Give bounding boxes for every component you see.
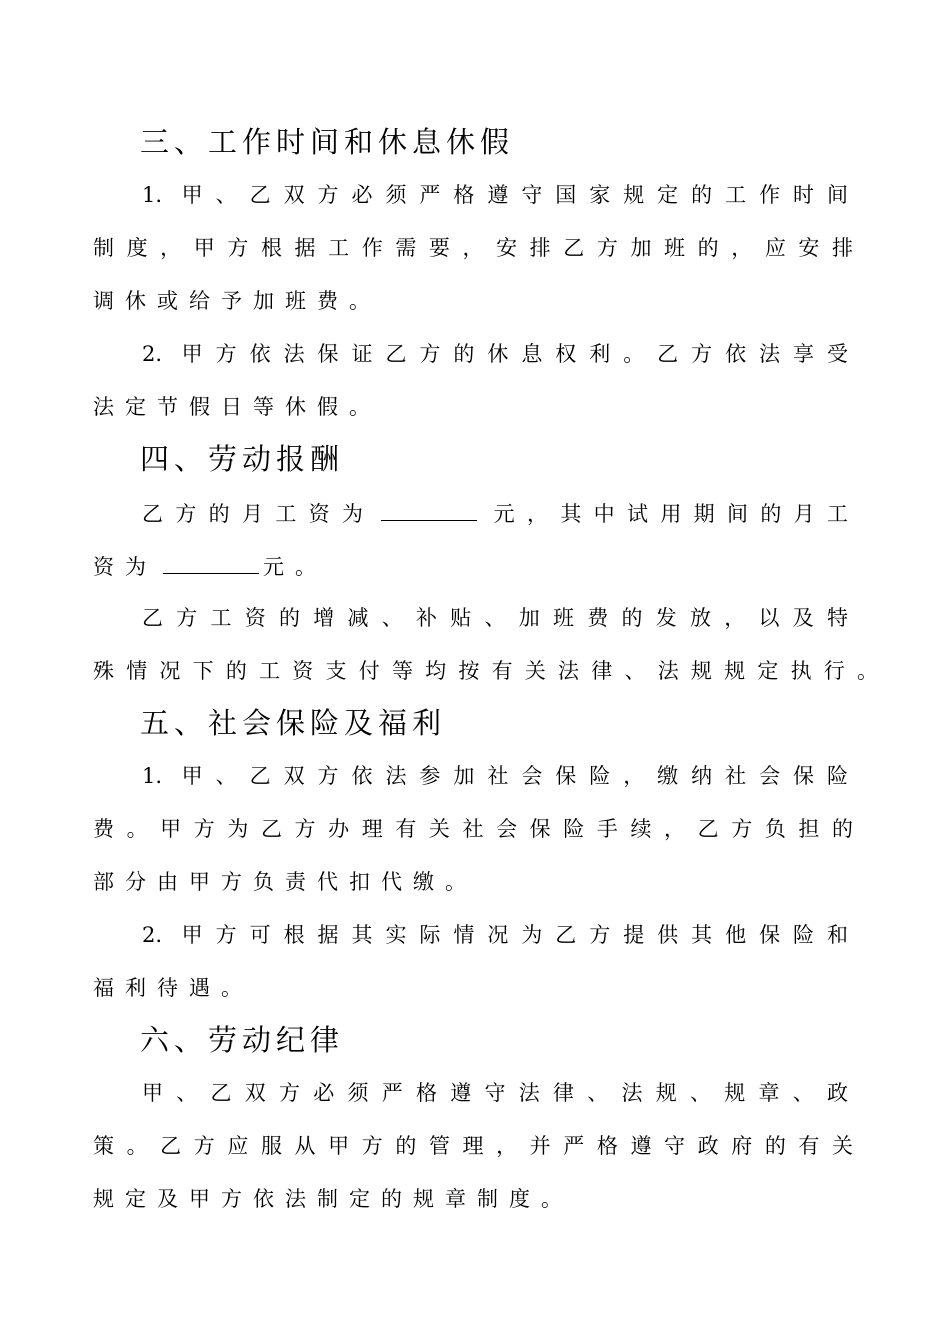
paragraph-line: 费。甲方为乙方办理有关社会保险手续，乙方负担的 (93, 817, 853, 841)
monthly-salary-blank[interactable] (381, 502, 477, 521)
section-heading-6: 六、劳动纪律 (140, 1023, 345, 1057)
section-heading-3: 三、工作时间和休息休假 (140, 125, 515, 159)
salary-text: 乙方的月工资为 (142, 502, 376, 526)
paragraph-line: 2. 甲方依法保证乙方的休息权利。乙方依法享受 (142, 342, 848, 366)
paragraph-line: 1. 甲、乙双方必须严格遵守国家规定的工作时间 (142, 183, 848, 207)
salary-text: 元，其中试用期间的月工 (481, 502, 849, 526)
salary-line-1 (142, 502, 848, 525)
probation-salary-blank[interactable] (163, 555, 259, 574)
paragraph-line: 调休或给予加班费。 (93, 289, 381, 313)
paragraph-line: 规定及甲方依法制定的规章制度。 (93, 1187, 573, 1211)
salary-text: 元。 (263, 555, 327, 579)
section-heading-5: 五、社会保险及福利 (140, 706, 447, 740)
salary-line-2 (93, 555, 853, 578)
paragraph-line: 1. 甲、乙双方依法参加社会保险，缴纳社会保险 (142, 764, 848, 788)
paragraph-line: 2. 甲方可根据其实际情况为乙方提供其他保险和 (142, 923, 848, 947)
paragraph-line: 制度，甲方根据工作需要，安排乙方加班的，应安排 (93, 236, 853, 260)
salary-text: 资为 (93, 555, 157, 579)
paragraph-line: 甲、乙双方必须严格遵守法律、法规、规章、政 (142, 1081, 848, 1105)
paragraph-line: 乙方工资的增减、补贴、加班费的发放，以及特 (142, 606, 848, 630)
paragraph-line: 策。乙方应服从甲方的管理，并严格遵守政府的有关 (93, 1134, 853, 1158)
paragraph-line: 部分由甲方负责代扣代缴。 (93, 870, 477, 894)
paragraph-line: 法定节假日等休假。 (93, 395, 381, 419)
section-heading-4: 四、劳动报酬 (140, 442, 345, 476)
paragraph-line: 福利待遇。 (93, 976, 253, 1000)
paragraph-line: 殊情况下的工资支付等均按有关法律、法规规定执行。 (93, 659, 878, 683)
